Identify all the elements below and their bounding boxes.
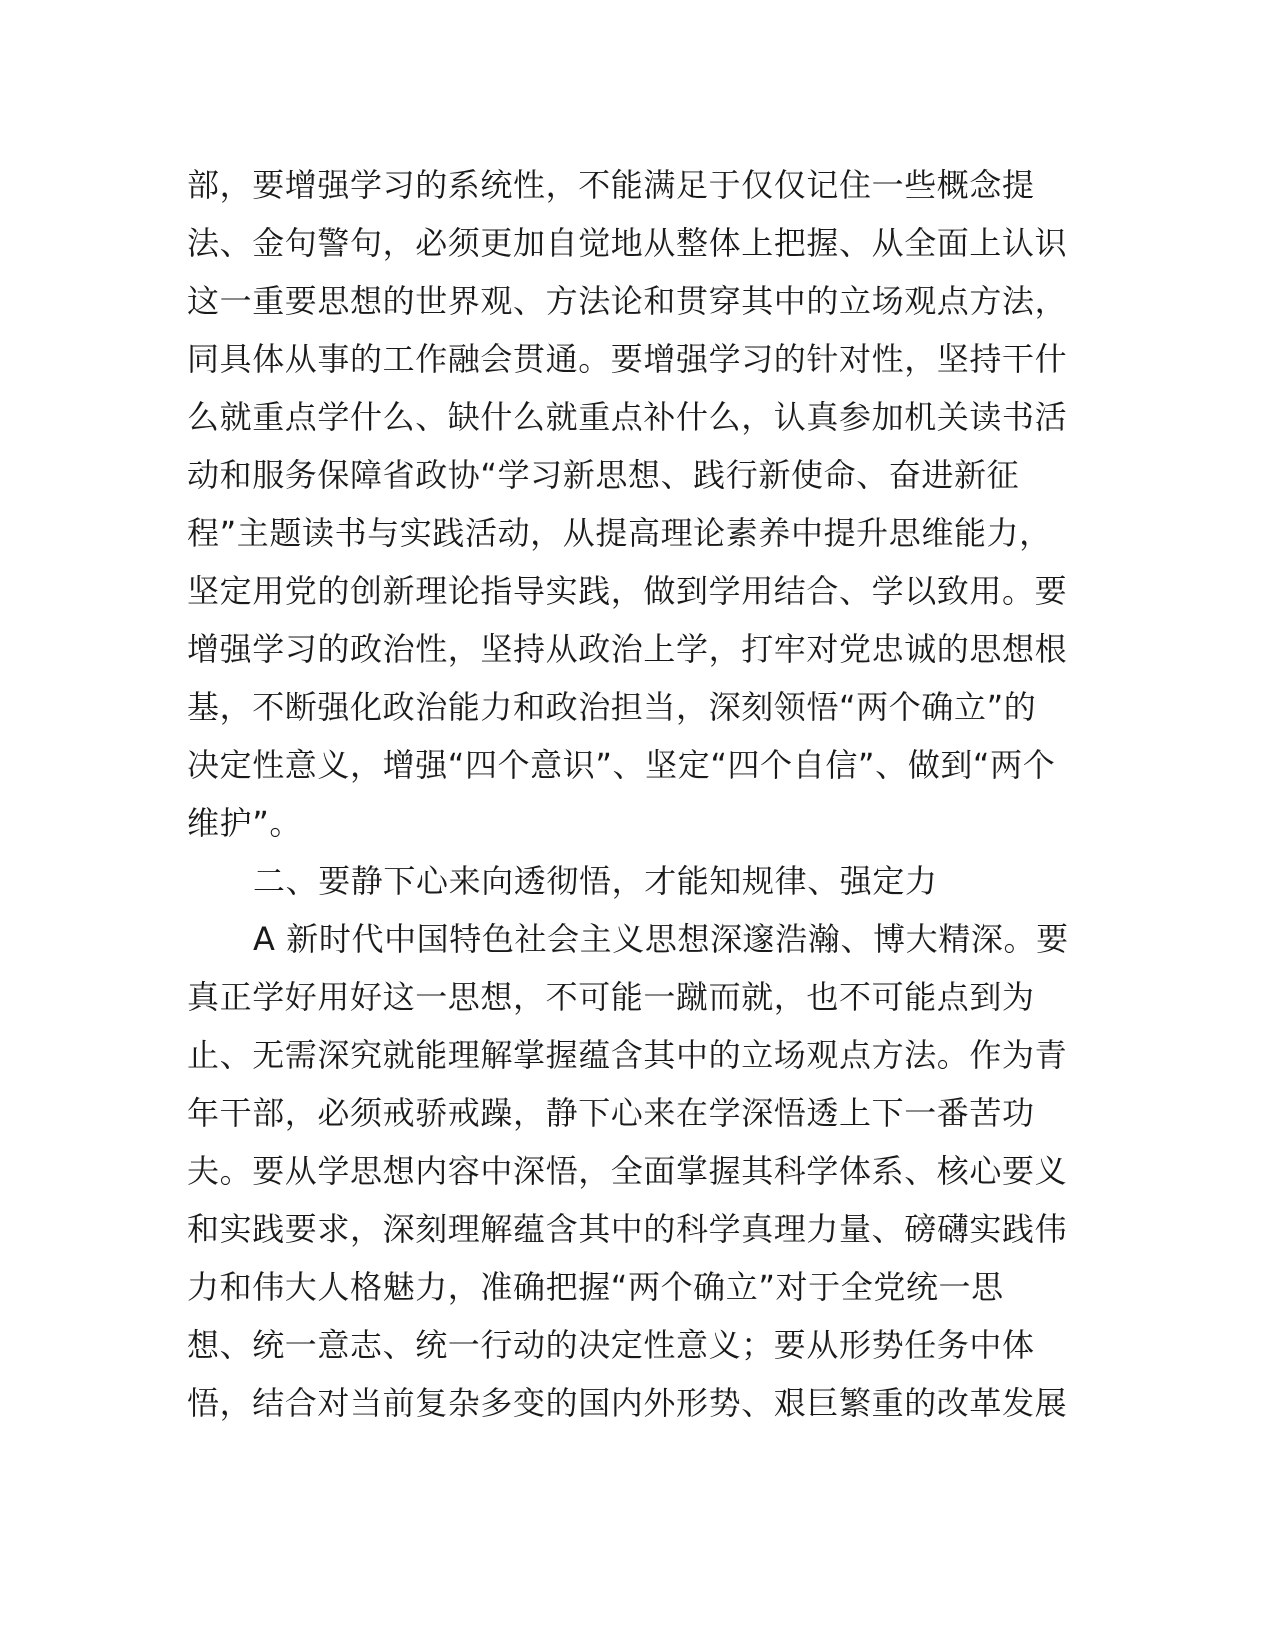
text-line: 想、统一意志、统一行动的决定性意义；要从形势任务中体 — [187, 1326, 1035, 1364]
text-line: 止、无需深究就能理解掌握蕴含其中的立场观点方法。作为青 — [187, 1036, 1068, 1074]
text-line: 动和服务保障省政协“学习新思想、践行新使命、奋进新征 — [187, 456, 1020, 494]
text-line: 基，不断强化政治能力和政治担当，深刻领悟“两个确立”的 — [187, 688, 1037, 726]
text-line: 和实践要求，深刻理解蕴含其中的科学真理力量、磅礴实践伟 — [187, 1210, 1068, 1248]
text-line: 么就重点学什么、缺什么就重点补什么，认真参加机关读书活 — [187, 398, 1068, 436]
text-line: 同具体从事的工作融会贯通。要增强学习的针对性，坚持干什 — [187, 340, 1068, 378]
text-line: 程”主题读书与实践活动，从提高理论素养中提升思维能力， — [187, 514, 1052, 552]
text-line: 维护”。 — [187, 804, 302, 842]
text-line: 真正学好用好这一思想，不可能一蹴而就，也不可能点到为 — [187, 978, 1035, 1016]
text-line: 法、金句警句，必须更加自觉地从整体上把握、从全面上认识 — [187, 224, 1068, 262]
text-line: 部，要增强学习的系统性，不能满足于仅仅记住一些概念提 — [187, 166, 1035, 204]
text-line: 年干部，必须戒骄戒躁，静下心来在学深悟透上下一番苦功 — [187, 1094, 1035, 1132]
text-line: 这一重要思想的世界观、方法论和贯穿其中的立场观点方法， — [187, 282, 1068, 320]
body-text — [187, 156, 1087, 1432]
text-line: 决定性意义，增强“四个意识”、坚定“四个自信”、做到“两个 — [187, 746, 1056, 784]
text-line: A 新时代中国特色社会主义思想深邃浩瀚、博大精深。要 — [253, 920, 1069, 958]
text-line: 悟，结合对当前复杂多变的国内外形势、艰巨繁重的改革发展 — [187, 1384, 1068, 1422]
text-line: 力和伟大人格魅力，准确把握“两个确立”对于全党统一思 — [187, 1268, 1004, 1306]
text-line: 夫。要从学思想内容中深悟，全面掌握其科学体系、核心要义 — [187, 1152, 1068, 1190]
text-line: 坚定用党的创新理论指导实践，做到学用结合、学以致用。要 — [187, 572, 1068, 610]
text-line: 增强学习的政治性，坚持从政治上学，打牢对党忠诚的思想根 — [187, 630, 1068, 668]
section-heading: 二、要静下心来向透彻悟，才能知规律、强定力 — [253, 862, 938, 900]
